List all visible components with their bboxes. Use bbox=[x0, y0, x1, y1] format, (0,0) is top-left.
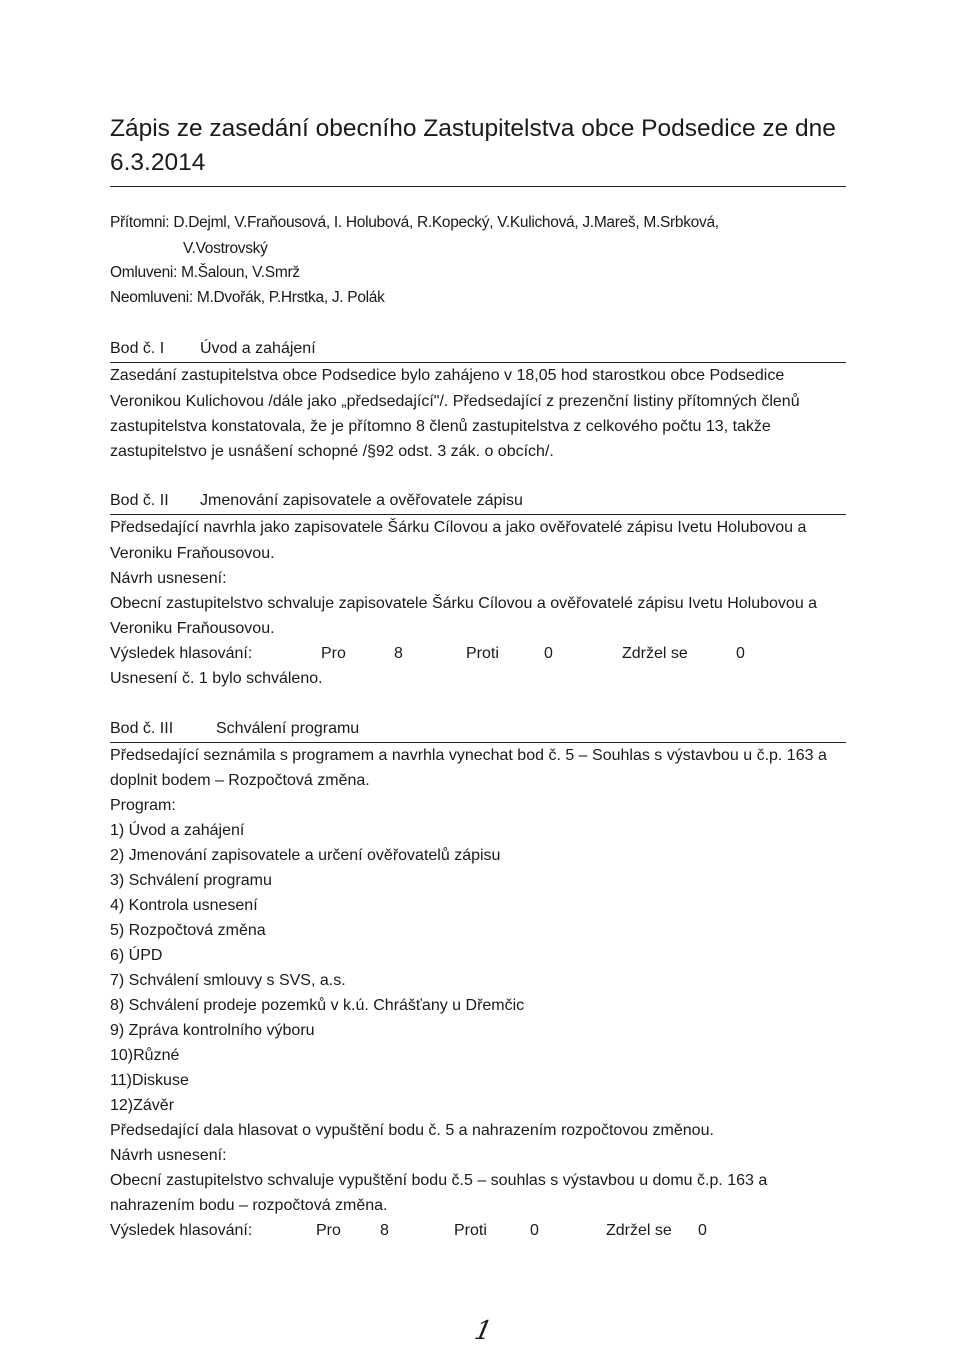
item-3-vote-result bbox=[110, 1220, 850, 1242]
program-item: 9) Zpráva kontrolního výboru bbox=[110, 1022, 315, 1039]
item-3-after-line: nahrazením bodu – rozpočtová změna. bbox=[110, 1197, 388, 1214]
program-item: 11)Diskuse bbox=[110, 1072, 189, 1089]
item-3-text-line: Program: bbox=[110, 797, 176, 814]
program-item: 7) Schválení smlouvy s SVS, a.s. bbox=[110, 972, 346, 989]
item-2-text-line: Návrh usnesení: bbox=[110, 570, 227, 587]
item-2-resolution: Usnesení č. 1 bylo schváleno. bbox=[110, 670, 323, 687]
absent-line: Neomluveni: M.Dvořák, P.Hrstka, J. Polák bbox=[110, 289, 385, 306]
item-2-rule bbox=[110, 514, 846, 515]
present-line-2: V.Vostrovský bbox=[183, 240, 268, 257]
vote-pro-label: Pro bbox=[321, 645, 346, 662]
title-line-1: Zápis ze zasedání obecního Zastupitelstva obce Podsedice ze dne bbox=[110, 115, 836, 142]
program-item: 6) ÚPD bbox=[110, 947, 163, 964]
present-line-1: Přítomni: D.Dejml, V.Fraňousová, I. Holubová, R.Kopecký, V.Kulichová, J.Mareš, M.Srbková, bbox=[110, 214, 719, 231]
item-1-text-line: zastupitelstvo je usnášení schopné /§92 odst. 3 zák. o obcích/. bbox=[110, 443, 554, 460]
item-3-text-line: doplnit bodem – Rozpočtová změna. bbox=[110, 772, 370, 789]
item-1-number: Bod č. I bbox=[110, 340, 165, 357]
vote-label: Výsledek hlasování: bbox=[110, 1222, 253, 1239]
item-2-vote-result bbox=[110, 643, 850, 665]
title-line-2: 6.3.2014 bbox=[110, 149, 206, 176]
vote-proti-label: Proti bbox=[454, 1222, 487, 1239]
title-underline bbox=[110, 186, 846, 187]
vote-pro-label: Pro bbox=[316, 1222, 341, 1239]
item-1-text-line: zastupitelstva konstatovala, že je přítomno 8 členů zastupitelstva z celkového počtu 13, takže bbox=[110, 418, 771, 435]
program-item: 4) Kontrola usnesení bbox=[110, 897, 258, 914]
page-number: 1 bbox=[471, 1316, 495, 1346]
vote-zdrzel-count: 0 bbox=[736, 645, 745, 662]
item-2-heading: Jmenování zapisovatele a ověřovatele zápisu bbox=[200, 492, 523, 509]
item-3-after-line: Návrh usnesení: bbox=[110, 1147, 227, 1164]
item-3-number: Bod č. III bbox=[110, 720, 174, 737]
item-1-text-line: Zasedání zastupitelstva obce Podsedice bylo zahájeno v 18,05 hod starostkou obce Podsedice bbox=[110, 367, 785, 384]
vote-zdrzel-label: Zdržel se bbox=[622, 645, 688, 662]
item-2-text-line: Veroniku Fraňousovou. bbox=[110, 545, 275, 562]
item-3-heading: Schválení programu bbox=[216, 720, 360, 737]
item-3-after-line: Předsedající dala hlasovat o vypuštění bodu č. 5 a nahrazením rozpočtovou změnou. bbox=[110, 1122, 714, 1139]
vote-proti-count: 0 bbox=[530, 1222, 539, 1239]
vote-zdrzel-count: 0 bbox=[698, 1222, 707, 1239]
item-2-text-line: Veroniku Fraňousovou. bbox=[110, 620, 275, 637]
vote-pro-count: 8 bbox=[394, 645, 403, 662]
program-item: 3) Schválení programu bbox=[110, 872, 272, 889]
excused-line: Omluveni: M.Šaloun, V.Smrž bbox=[110, 264, 300, 281]
item-1-rule bbox=[110, 362, 846, 363]
vote-proti-count: 0 bbox=[544, 645, 553, 662]
program-item: 2) Jmenování zapisovatele a určení ověřovatelů zápisu bbox=[110, 847, 501, 864]
program-item: 5) Rozpočtová změna bbox=[110, 922, 266, 939]
item-3-after-line: Obecní zastupitelstvo schvaluje vypuštění bodu č.5 – souhlas s výstavbou u domu č.p. 163 a bbox=[110, 1172, 768, 1189]
vote-pro-count: 8 bbox=[380, 1222, 389, 1239]
program-item: 1) Úvod a zahájení bbox=[110, 822, 245, 839]
program-item: 10)Různé bbox=[110, 1047, 180, 1064]
vote-label: Výsledek hlasování: bbox=[110, 645, 253, 662]
item-2-number: Bod č. II bbox=[110, 492, 169, 509]
vote-proti-label: Proti bbox=[466, 645, 499, 662]
item-1-text-line: Veronikou Kulichovou /dále jako „předsedající"/. Předsedající z prezenční listiny přítomných členů bbox=[110, 393, 800, 410]
item-2-text-line: Obecní zastupitelstvo schvaluje zapisovatele Šárku Cílovou a ověřovatelé zápisu Ivetu Holubovou a bbox=[110, 595, 818, 612]
vote-zdrzel-label: Zdržel se bbox=[606, 1222, 672, 1239]
item-3-text-line: Předsedající seznámila s programem a navrhla vynechat bod č. 5 – Souhlas s výstavbou u č.p. 163 a bbox=[110, 747, 827, 764]
document-title bbox=[110, 112, 850, 180]
item-3-rule bbox=[110, 742, 846, 743]
program-item: 8) Schválení prodeje pozemků v k.ú. Chrášťany u Dřemčic bbox=[110, 997, 525, 1014]
item-2-text-line: Předsedající navrhla jako zapisovatele Šárku Cílovou a jako ověřovatelé zápisu Ivetu Holubovou a bbox=[110, 519, 807, 536]
item-1-heading: Úvod a zahájení bbox=[200, 340, 316, 357]
program-item: 12)Závěr bbox=[110, 1097, 175, 1114]
